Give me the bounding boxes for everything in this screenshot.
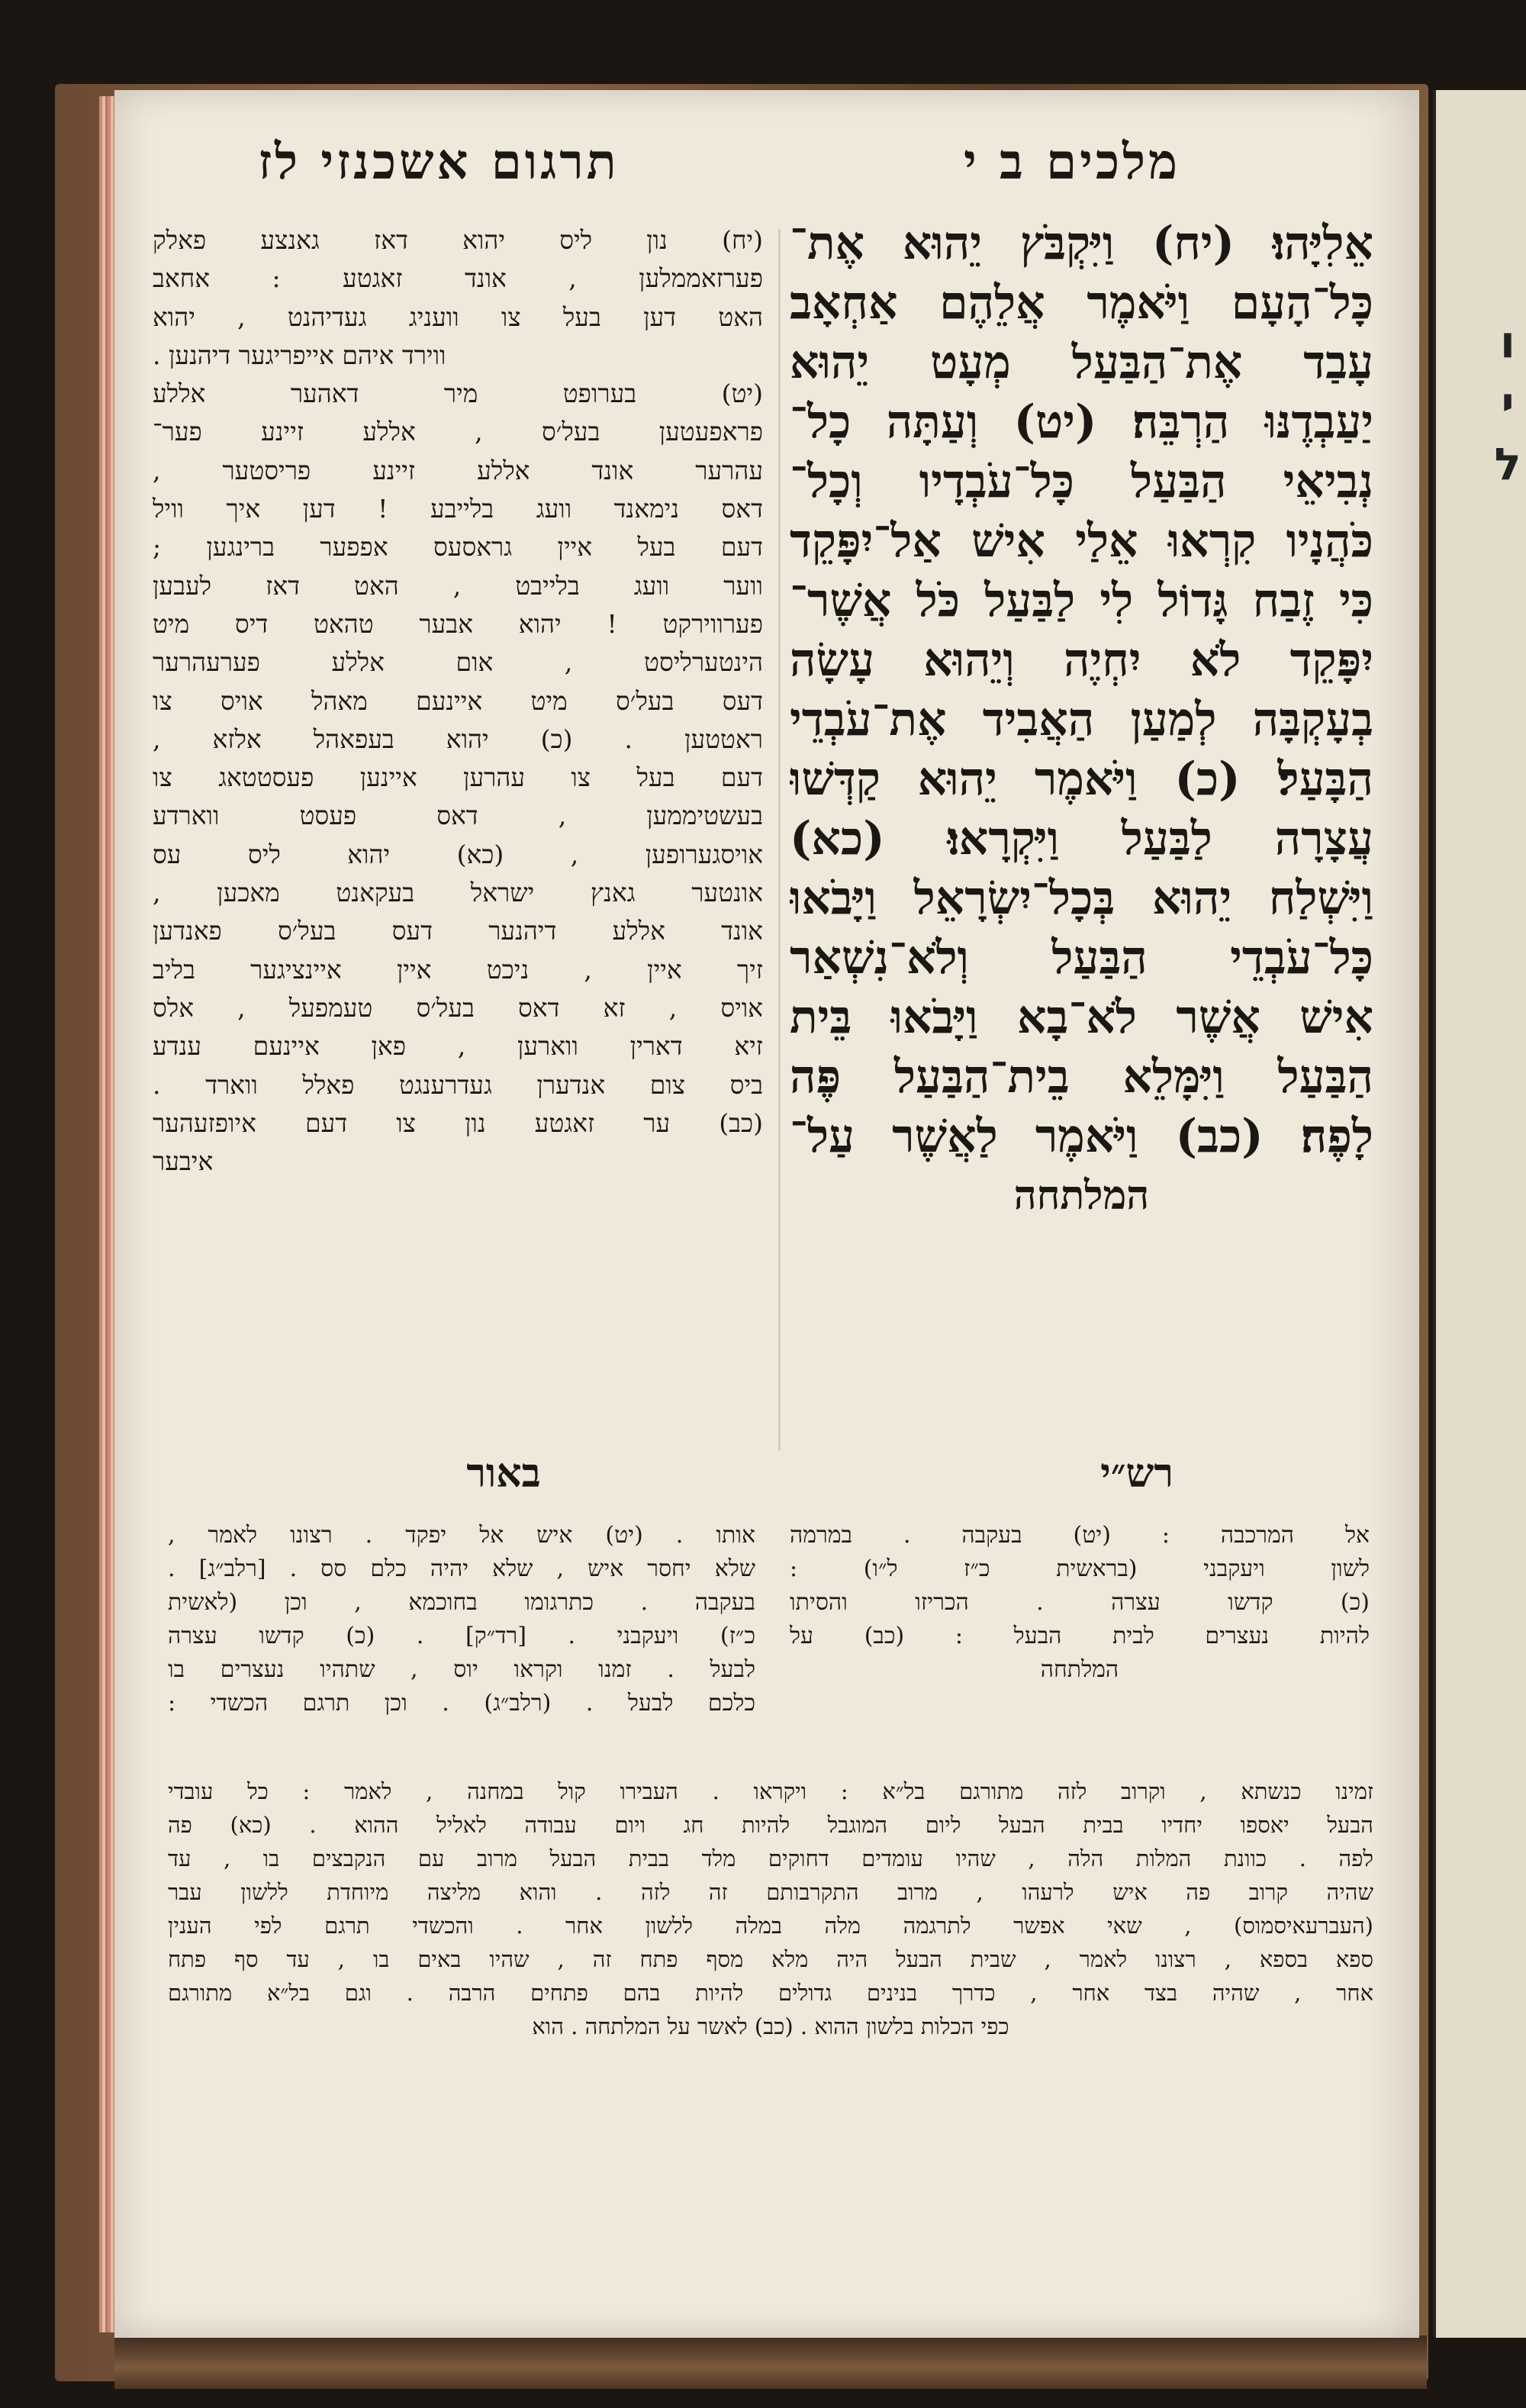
- rashi-line: להיות נעצרים לבית הבעל : (כב) על: [790, 1623, 1370, 1649]
- bible-line: כָּל־עֹבְדֵי הַבַּעַל וְלֹא־נִשְׁאַר: [790, 931, 1373, 985]
- targum-line: (יח) נון ליס יהוא דאז גאנצע פאלק: [153, 225, 763, 255]
- biur-heading: באור: [466, 1450, 541, 1497]
- bible-line: יַעַבְדֶנּוּ הַרְבֵּה׃ (יט) וְעַתָּה כָל־: [790, 395, 1373, 449]
- bible-line: הַבָּעַל׃ (כ) וַיֹּאמֶר יֵהוּא קַדְּשׁוּ: [790, 753, 1373, 806]
- biur-line: כ״ז) ויעקבני . [רד״ק] . (כ) קדשו עצרה: [168, 1623, 755, 1649]
- targum-line: ראטטען . (כ) יהוא בעפאהל אלזא ,: [153, 724, 763, 754]
- targum-line: זיא דארין ווארען , פאן איינעם ענדע: [153, 1031, 763, 1062]
- biur-line: אותו . (יט) איש אל יפקד . רצונו לאמר ,: [168, 1522, 755, 1549]
- bible-line: לָפֶה׃ (כב) וַיֹּאמֶר לַאֲשֶׁר עַל־: [790, 1110, 1373, 1163]
- biur-commentary: [168, 1519, 755, 1720]
- targum-line: אונד אללע דיהנער דעס בעל׳ס פאנדען: [153, 916, 763, 946]
- facing-page: [1433, 90, 1526, 2338]
- bible-line: עָבַד אֶת־הַבַּעַל מְעָט יֵהוּא: [790, 336, 1373, 389]
- targum-line: עהרער אונד אללע זיינע פריסטער ,: [153, 455, 763, 485]
- commentary-line: ספא בספא , רצונו לאמר , שבית הבעל היה מלא מסף פתח זה , שהיו באים בו , עד סף פתח: [168, 1946, 1373, 1972]
- targum-line: (כב) ער זאגטע נון צו דעם איופזעהער: [153, 1107, 763, 1138]
- column-divider: [778, 229, 781, 1450]
- bible-line: וַיִּשְׁלַח יֵהוּא בְּכָל־יִשְׂרָאֵל וַיָּבֹאוּ: [790, 872, 1373, 925]
- running-head-targum: תרגום אשכנזי לז: [258, 134, 620, 191]
- targum-line: זיך איין , ניכט איין איינציגער בליב: [153, 954, 763, 985]
- commentary-line: לפה . כוונת המלות הלה , שהיו עומדים דחוקים מלד בבית הבעל מרוב עם הנקבצים בו , עד: [168, 1845, 1373, 1871]
- bible-line: כָּל־הָעָם וַיֹּאמֶר אֲלֵהֶם אַחְאָב: [790, 276, 1373, 330]
- targum-line: פערווירקט ! יהוא אבער טהאט דיס מיט: [153, 608, 763, 639]
- targum-line: הינטערליסט , אום אללע פערעהרער: [153, 647, 763, 678]
- biur-line: כלכם לבעל . (רלב״ג) . וכן תרגם הכשדי :: [168, 1690, 755, 1717]
- targum-line: דאס נימאנד וועג בלייבע ! דען איך וויל: [153, 494, 763, 524]
- commentary-line: שהיה קרוב פה איש לרעהו , מרוב התקרבותם זה לזה . והוא מליצה מיוחדת ללשון עבר: [168, 1879, 1373, 1905]
- targum-line: ביס צום אנדערן געדרענגט פאלל ווארד .: [153, 1069, 763, 1100]
- targum-line: פראפעטען בעל׳ס , אללע זיינע פער־: [153, 417, 763, 447]
- targum-line: בעשטיממען , דאס פעסט ווארדע: [153, 801, 763, 831]
- targum-line: אויס , זא דאס בעל׳ס טעמפעל , אלס: [153, 992, 763, 1023]
- bible-line: בְעָקְבָּה לְמַעַן הַאֲבִיד אֶת־עֹבְדֵי: [790, 693, 1373, 746]
- biur-line: לבעל . זמנו וקראו יוס , שתהיו נעצרים בו: [168, 1656, 755, 1683]
- targum-line: ווער וועג בלייבט , האט דאז לעבען: [153, 570, 763, 601]
- targum-line: אונטער גאנץ ישראל בעקאנט מאכען ,: [153, 878, 763, 908]
- targum-line: דעם בעל איין גראסעס אפפער ברינגען ;: [153, 532, 763, 563]
- book-cover-bottom-edge: [114, 2335, 1427, 2389]
- bible-catchword: המלתחה: [1013, 1172, 1150, 1219]
- targum-text-column: [153, 221, 763, 1181]
- rashi-heading: רש״י: [1100, 1450, 1173, 1497]
- biur-line: שלא יחסר איש , שלא יהיה כלם סס . [רלב״ג] .: [168, 1555, 755, 1582]
- targum-line: פערזאממלען , אונד זאגטע : אחאב: [153, 263, 763, 294]
- commentary-line: כפי הכלות בלשון ההוא . (כב) לאשר על המלתחה . הוא: [532, 2013, 1009, 2039]
- rashi-line: לשון ויעקבני (בראשית כ״ז ל״ו) :: [790, 1555, 1370, 1582]
- bible-text-column: [790, 214, 1373, 1226]
- commentary-line: אחר , שהיה בצד אחר , כדרך בנינים גדולים להיות בהם פתחים הרבה . וגם בל״א מתורגם: [168, 1980, 1373, 2006]
- bible-line: יִפָּקֵד לֹא יִחְיֶה וְיֵהוּא עָשָׂה: [790, 633, 1373, 687]
- targum-line: אויסגערופען , (כא) יהוא ליס עס: [153, 839, 763, 869]
- targum-line: האט דען בעל צו וועניג געדיהנט , יהוא: [153, 301, 763, 332]
- rashi-commentary: [790, 1519, 1370, 1687]
- targum-line: דעם בעל צו עהרען איינען פעסטטאג צו: [153, 762, 763, 793]
- bible-line: נְבִיאֵי הַבַּעַל כָּל־עֹבְדָיו וְכָל־: [790, 455, 1373, 508]
- biur-continuation: [168, 1775, 1373, 2043]
- bible-line: אֵלִיָּהוּ׃ (יח) וַיִּקְבֹּץ יֵהוּא אֶת־: [790, 217, 1373, 270]
- running-head-book: מלכים ב י: [963, 134, 1181, 191]
- biur-line: בעקבה . כתרגומו בחוכמא , וכן (לאשית: [168, 1589, 755, 1616]
- facing-mark: ל: [1494, 438, 1521, 490]
- targum-line: דעס בעל׳ס מיט איינעם מאהל אויס צו: [153, 685, 763, 716]
- facing-mark: י: [1501, 377, 1515, 429]
- bible-line: כִּי זֶבַח גָּדוֹל לִי לַבַּעַל כֹּל אֲשֶׁר־: [790, 574, 1373, 627]
- facing-page-marks: [1492, 311, 1523, 495]
- targum-catchword: איבער: [153, 1146, 214, 1177]
- bible-line: הַבַּעַל וַיִּמָּלֵא בֵית־הַבַּעַל פֶּה: [790, 1050, 1373, 1104]
- bible-line: עֲצָרָה לַבַּעַל וַיִּקְרָאוּ׃ (כא): [790, 812, 1373, 866]
- rashi-line: אל המרכבה : (יט) בעקבה . במרמה: [790, 1522, 1370, 1549]
- bible-line: כֹּהֲנָיו קִרְאוּ אֵלַי אִישׁ אַל־יִפָּקֵד: [790, 514, 1373, 568]
- commentary-line: זמינו כנשתא , וקרוב לזה מתורגם בל״א : ויקראו . העבירו קול במחנה , לאמר : כל עובדי: [168, 1778, 1373, 1804]
- rashi-catchword: המלתחה: [1040, 1656, 1119, 1683]
- targum-line: ווירד איהם אייפריגער דיהנען .: [153, 340, 446, 370]
- commentary-line: הבעל יאספו יחדיו בבית הבעל ליום המוגבל להיות חג ויום עבודה לאליל ההוא . (כא) פה: [168, 1812, 1373, 1838]
- facing-mark: ו: [1500, 316, 1515, 368]
- commentary-line: (העברעאיסמוס) , שאי אפשר לתרגמה מלה במלה ללשון אחר . והכשדי תרגם לפי הענין: [168, 1913, 1373, 1939]
- bible-line: אִישׁ אֲשֶׁר לֹא־בָא וַיָּבֹאוּ בֵּית: [790, 991, 1373, 1044]
- rashi-line: (כ) קדשו עצרה . הכריזו והסיתו: [790, 1589, 1370, 1616]
- targum-line: (יט) בערופט מיר דאהער אללע: [153, 379, 763, 409]
